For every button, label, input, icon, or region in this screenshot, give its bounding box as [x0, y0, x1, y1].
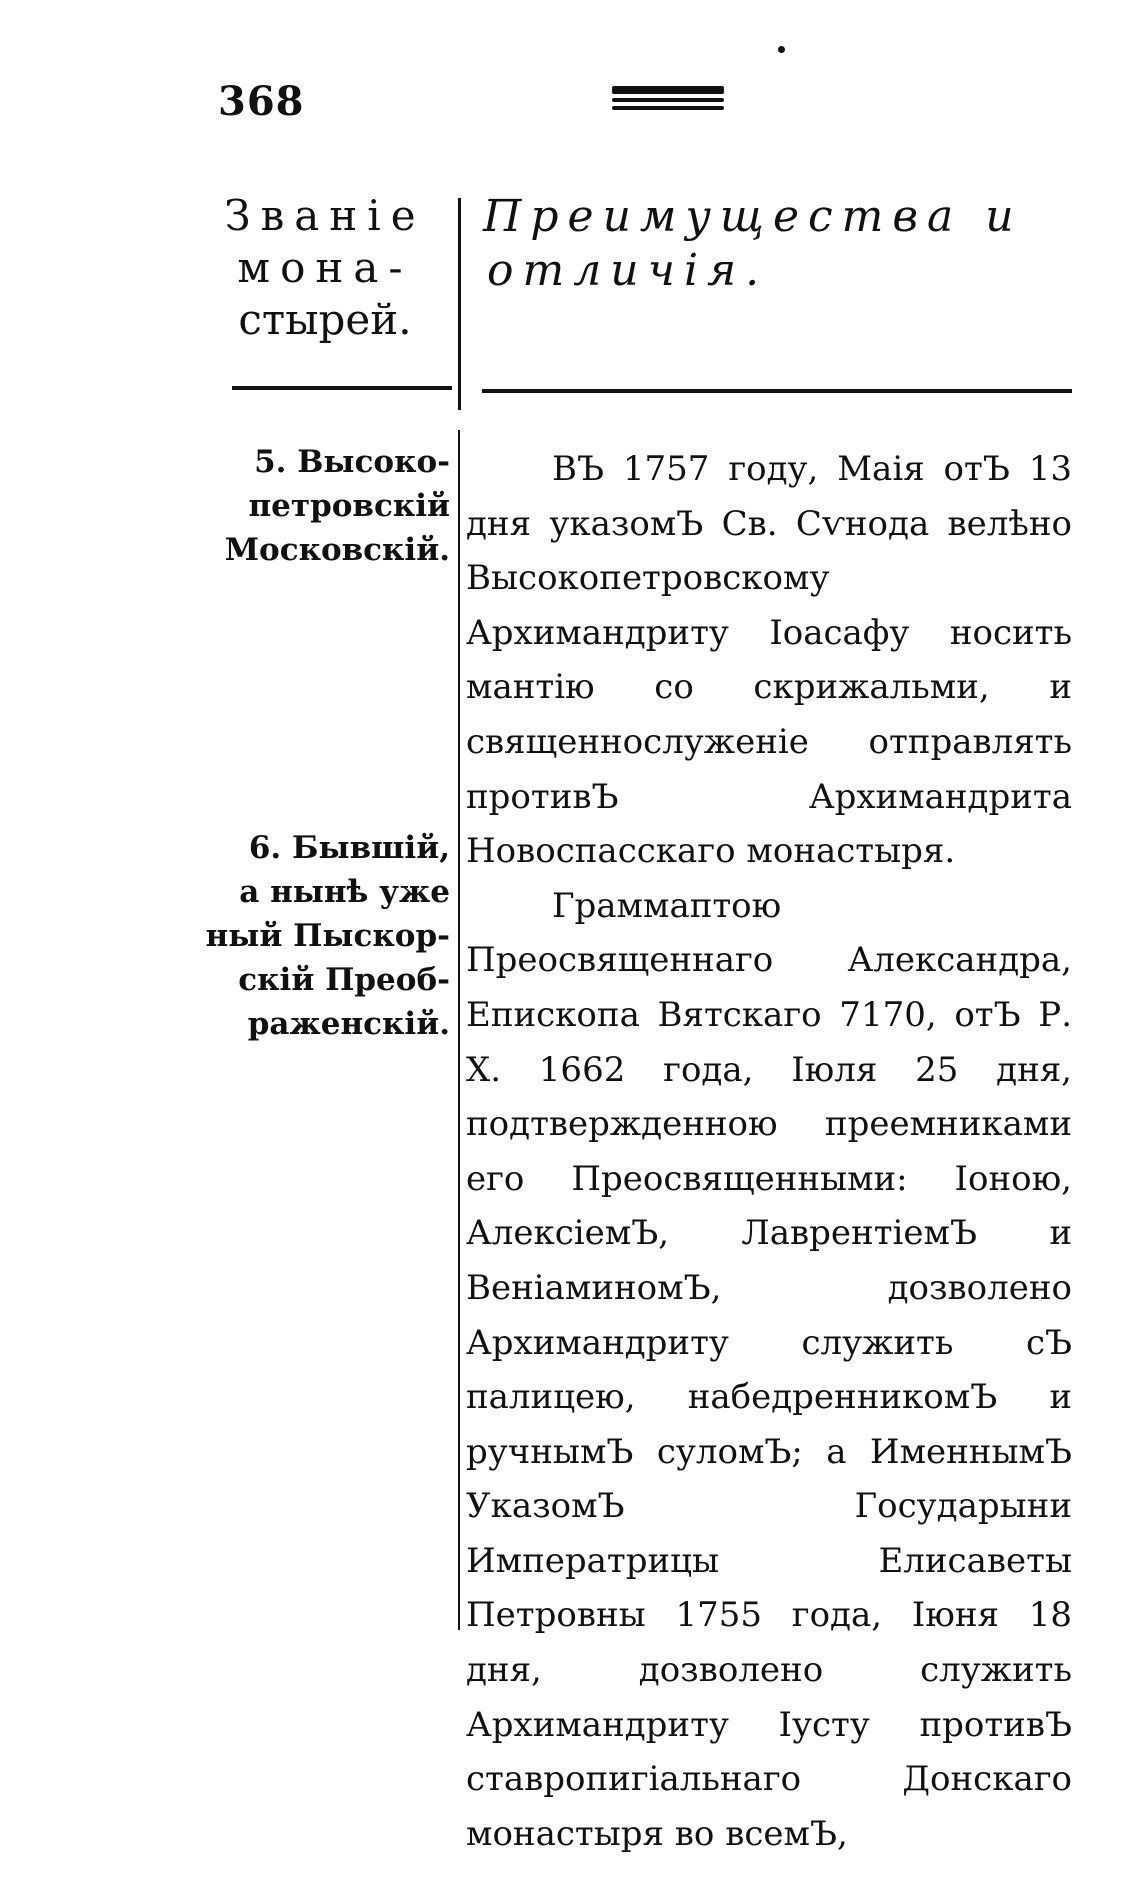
- column-header-left: [205, 190, 445, 346]
- entry-name-line: ный Пыскор-: [205, 918, 450, 954]
- paragraph: ВЪ 1757 году, Маія отЪ 13 дня указомЪ Св. Сѵнода велѣно Высокопетровскому Архимандриту Іоасафу носить мантію со скрижальми, и священнослуженіе отправлять противЪ Архимандрита Новоспасскаго монастыря.: [466, 449, 1072, 872]
- entry-name-line: петровскій: [248, 488, 450, 524]
- header-rule-right: [482, 389, 1072, 393]
- column-divider-body: [458, 430, 460, 1630]
- column-header-left-line1: Званіе: [224, 191, 426, 240]
- entry-name-line: 5. Высоко-: [254, 444, 450, 480]
- main-text: [466, 442, 1072, 1861]
- column-header-right: [483, 190, 1083, 298]
- column-header-left-line3: стырей.: [238, 295, 412, 344]
- page-number: 368: [218, 78, 305, 125]
- paragraph: Граммаптою Преосвященнаго Александра, Епископа Вятскаго 7170, отЪ Р. Х. 1662 года, Іюля 25 дня, подтвержденною преемниками его Преосвященными: Іоною, АлексіемЪ, ЛаврентіемЪ и ВеніаминомЪ, дозволено Архимандриту служить сЪ палицею, набедренникомЪ и ручнымЪ суломЪ; а ИменнымЪ УказомЪ Государыни Императрицы Елисаветы Петровны 1755 года, Іюня 18 дня, дозволено служить Архимандриту Іусту противЪ ставропигіальнаго Донскаго монастыря во всемЪ,: [466, 885, 1072, 1854]
- entry-name-line: раженскій.: [247, 1006, 450, 1042]
- entry-name-line: а нынѣ уже: [239, 874, 450, 910]
- header-ornament: [612, 86, 724, 116]
- entry-name-line: скій Преоб-: [238, 962, 450, 998]
- entry-name-line: 6. Бывшій,: [248, 830, 450, 866]
- entry-name-6: [200, 826, 450, 1046]
- ink-speck: [778, 46, 785, 53]
- entry-name-line: Московскій.: [224, 532, 450, 568]
- column-header-right-line1: Преимущества и: [483, 191, 1023, 242]
- header-rule-left: [232, 386, 452, 390]
- entry-name-5: [200, 440, 450, 572]
- column-header-right-line2: отличія.: [487, 245, 769, 296]
- column-header-left-line2: мона-: [237, 243, 413, 292]
- column-divider-header: [458, 198, 461, 410]
